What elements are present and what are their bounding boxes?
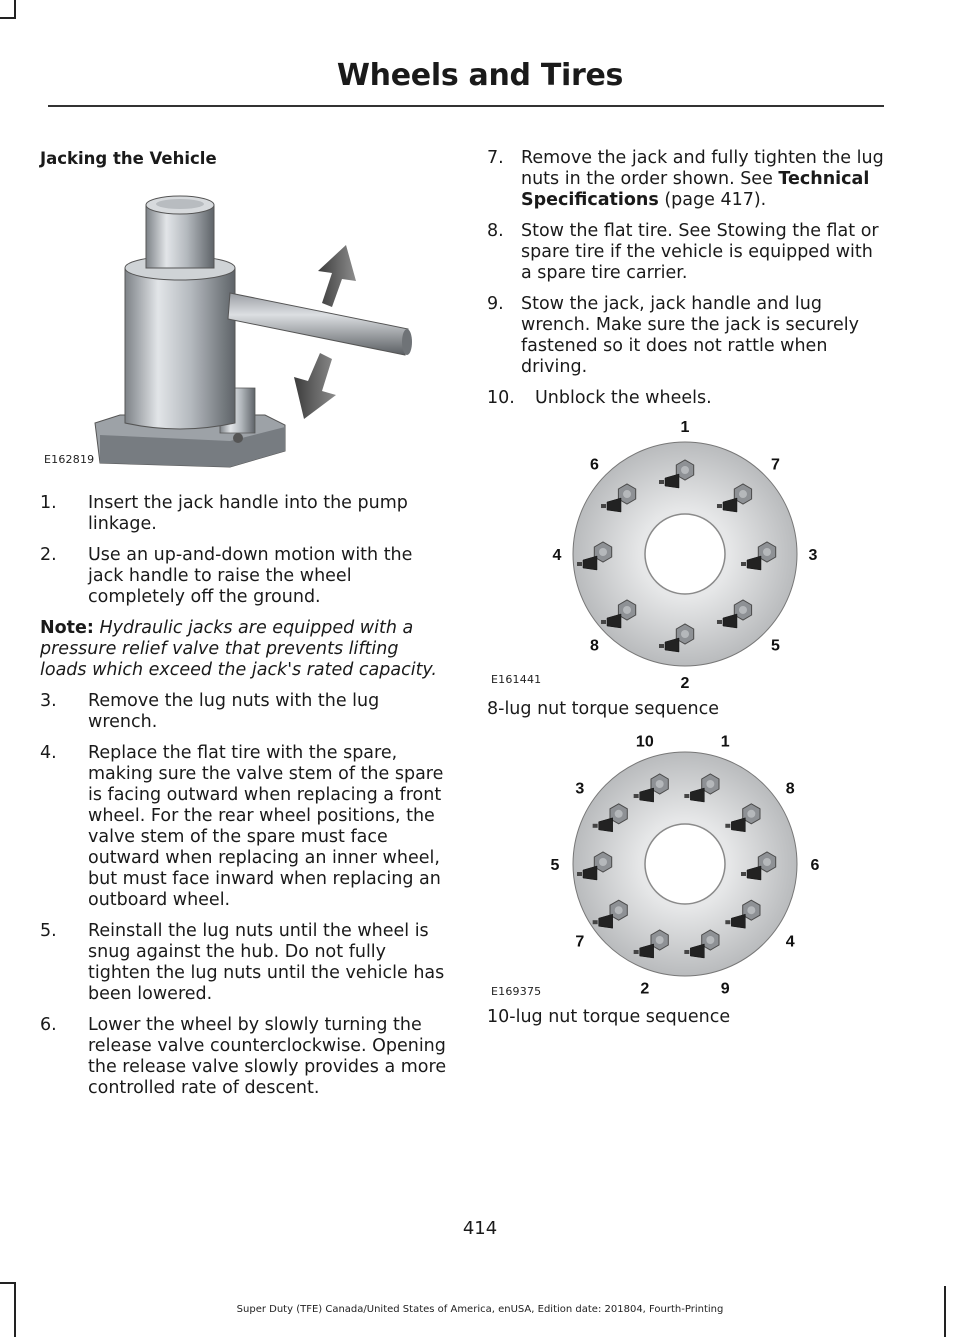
torque-sequence-label: 4: [785, 933, 795, 951]
torque-sequence-label: 7: [771, 456, 780, 474]
torque-sequence-label: 8: [590, 637, 599, 655]
torque-sequence-label: 2: [680, 675, 690, 692]
figure-id: E169375: [491, 985, 542, 998]
hydraulic-jack-illustration: [40, 183, 450, 473]
step-number: 2.: [40, 545, 57, 565]
crop-mark: [0, 17, 16, 19]
list-item: [487, 221, 887, 284]
torque-sequence-label: 3: [808, 547, 818, 564]
step-number: 4.: [40, 743, 57, 763]
crop-mark: [14, 0, 16, 18]
list-item: [40, 493, 450, 535]
figure-caption: 8-lug nut torque sequence: [487, 699, 719, 719]
torque-sequence-label: 6: [810, 857, 820, 874]
note-label: Note:: [40, 618, 94, 638]
step-number: 7.: [487, 148, 504, 168]
steps-list-a: [40, 493, 450, 608]
torque-sequence-label: 1: [720, 733, 730, 751]
torque-sequence-label: 10: [635, 733, 654, 751]
step-text: Lower the wheel by slowly turning the release valve counterclockwise. Opening the release valve slowly provides a more controlled rate of descent.: [88, 1015, 447, 1098]
wheel-10-lug-figure: [487, 733, 820, 999]
step-text: Stow the flat tire. See Stowing the flat or spare tire if the vehicle is equipped with a spare tire carrier.: [521, 221, 879, 283]
torque-sequence-label: 7: [575, 933, 585, 951]
wheel-8-lug-figure: [487, 421, 817, 691]
step-text: Insert the jack handle into the pump linkage.: [88, 493, 408, 534]
step-text: Reinstall the lug nuts until the wheel is snug against the hub. Do not fully tighten the lug nuts until the vehicle has been lowered.: [88, 921, 445, 1004]
crop-mark: [0, 1282, 16, 1284]
hub-bore: [645, 514, 725, 594]
torque-sequence-label: 9: [720, 980, 730, 998]
wheel-8-lug-diagram: [487, 421, 817, 691]
step-text: (page 417).: [658, 190, 767, 210]
step-number: 1.: [40, 493, 57, 513]
torque-sequence-label: 5: [550, 857, 560, 874]
torque-sequence-label: 1: [680, 419, 690, 436]
list-item: [487, 148, 887, 211]
jack-figure: [40, 183, 450, 473]
step-number: 3.: [40, 691, 57, 711]
torque-sequence-label: 8: [785, 780, 795, 798]
steps-list-b: [40, 691, 450, 1099]
note: [40, 618, 450, 681]
figure-id: E161441: [491, 673, 542, 686]
page-title: Wheels and Tires: [336, 58, 624, 93]
step-number: 8.: [487, 221, 504, 241]
section-title: Jacking the Vehicle: [40, 149, 217, 168]
hub-bore: [645, 824, 725, 904]
note-text: Hydraulic jacks are equipped with a pressure relief valve that prevents lifting loads which exceed the jack's rated capacity.: [40, 618, 437, 680]
list-item: [40, 743, 450, 911]
torque-sequence-label: 6: [590, 456, 599, 474]
right-column: [487, 148, 887, 1028]
page-number: 414: [462, 1218, 498, 1239]
torque-sequence-label: 3: [575, 780, 585, 798]
left-column: [40, 148, 450, 1109]
list-item: [40, 545, 450, 608]
wheel-10-lug-diagram: [487, 733, 820, 999]
torque-sequence-label: 2: [640, 980, 650, 998]
list-item: [40, 691, 450, 733]
torque-sequence-label: 5: [771, 637, 780, 655]
list-item: [487, 294, 887, 378]
list-item: [40, 921, 450, 1005]
list-item: [487, 388, 887, 409]
torque-sequence-label: 4: [552, 547, 562, 564]
header-divider: [48, 105, 884, 107]
step-text: Use an up-and-down motion with the jack handle to raise the wheel completely off the ground.: [88, 545, 413, 607]
footer-text: Super Duty (TFE) Canada/United States of America, enUSA, Edition date: 201804, Fourth-Printing: [236, 1304, 724, 1315]
step-text: Unblock the wheels.: [535, 388, 712, 408]
step-text: Remove the lug nuts with the lug wrench.: [88, 691, 380, 732]
step-number: 9.: [487, 294, 504, 314]
step-text: Stow the jack, jack handle and lug wrench. Make sure the jack is securely fastened so it does not rattle when driving.: [521, 294, 859, 377]
step-number: 6.: [40, 1015, 57, 1035]
step-number: 10.: [487, 388, 515, 408]
list-item: [40, 1015, 450, 1099]
figure-id: E162819: [44, 453, 95, 466]
step-text: Remove the jack and fully tighten the lug nuts in the order shown. See: [521, 148, 884, 189]
figure-caption: 10-lug nut torque sequence: [487, 1007, 731, 1027]
step-number: 5.: [40, 921, 57, 941]
step-text: Replace the flat tire with the spare, making sure the valve stem of the spare is facing outward when replacing a front wheel. For the rear wheel positions, the valve stem of the spare must face outward when replacing an inner wheel, but must face inward when replacing an outboard wheel.: [88, 743, 444, 910]
cross-reference-link[interactable]: Technical Specifications: [521, 169, 870, 210]
